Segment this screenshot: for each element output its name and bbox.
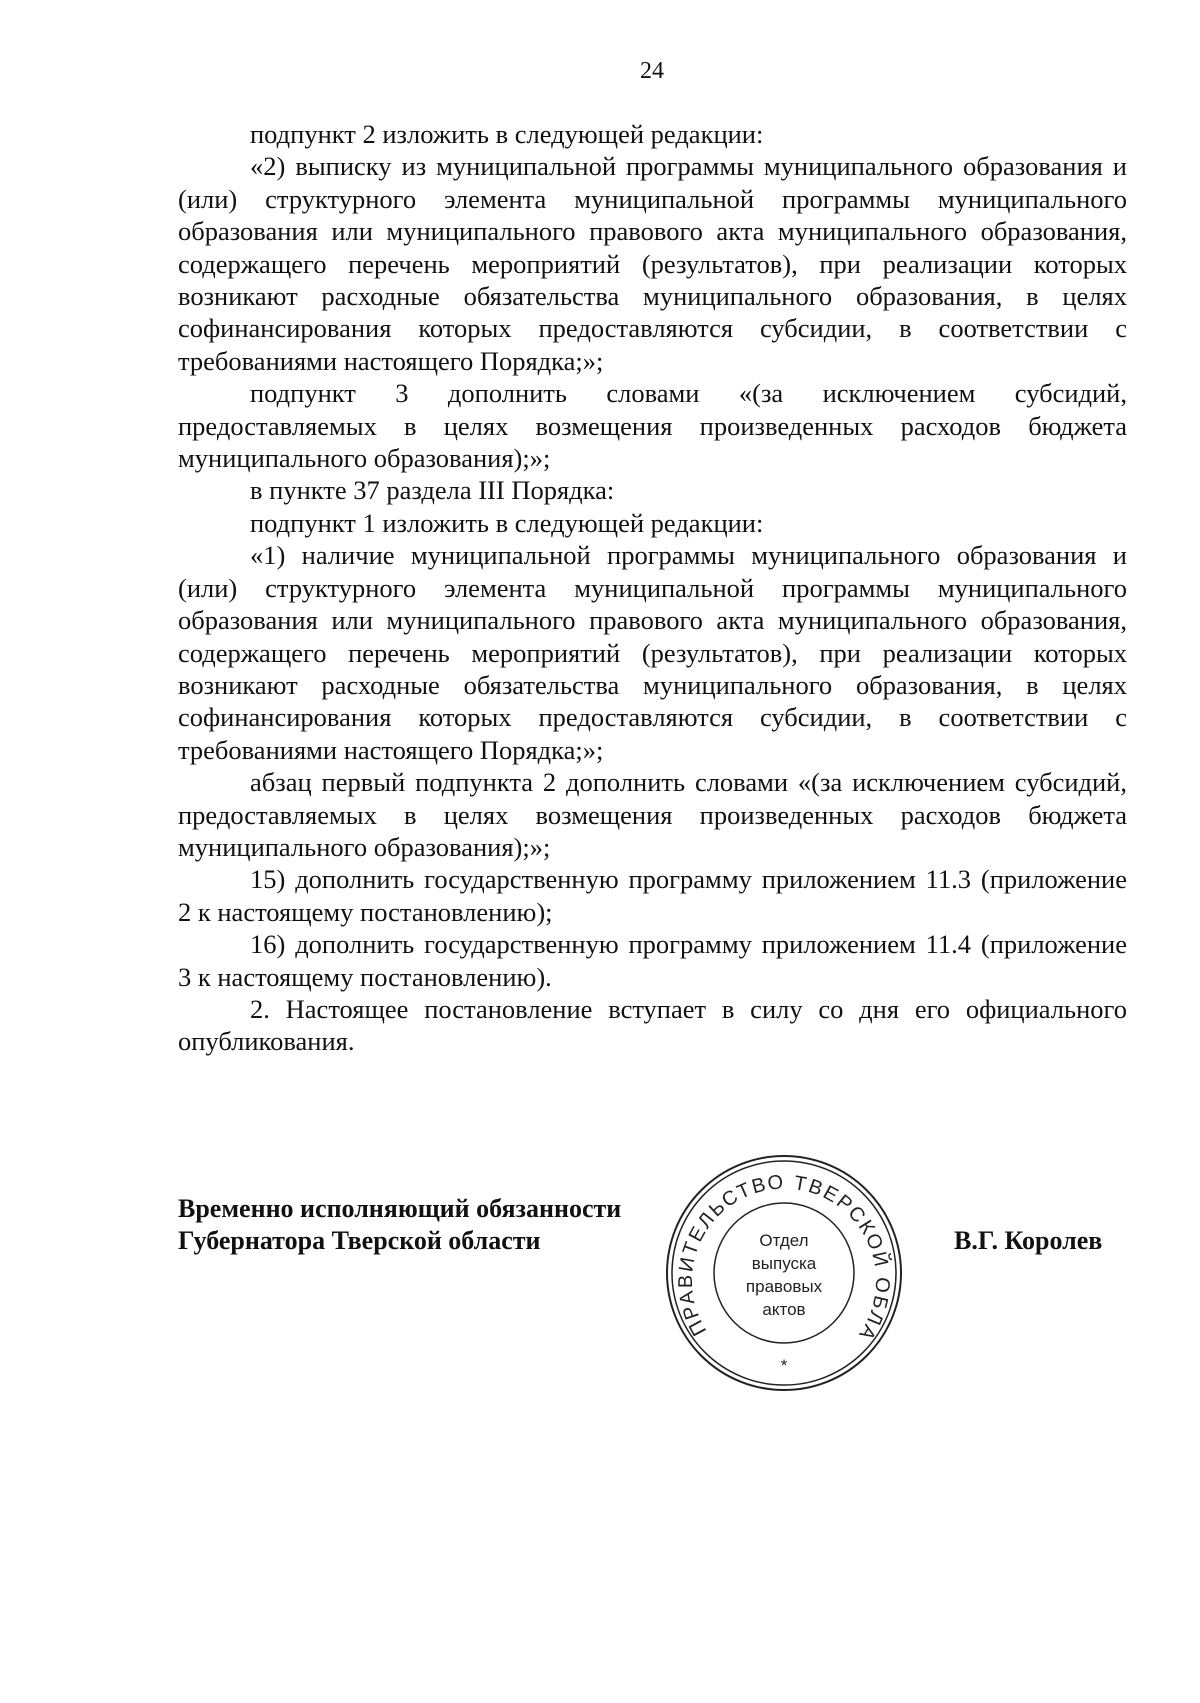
signatory-position-line: Губернатора Тверской области (178, 1226, 541, 1255)
signatory-position (178, 1193, 621, 1257)
signatory-name: В.Г. Королев (954, 1226, 1103, 1255)
seal-inner-line: Отдел (759, 1231, 809, 1250)
paragraph: 15) дополнить государственную программу приложением 11.3 (приложение 2 к настоящему постановлению); (178, 864, 1127, 927)
official-seal (664, 1153, 904, 1393)
paragraph: подпункт 2 изложить в следующей редакции: (250, 119, 764, 149)
seal-ring-text: ПРАВИТЕЛЬСТВО ТВЕРСКОЙ ОБЛА (674, 1171, 894, 1345)
seal-inner-line: актов (762, 1300, 806, 1319)
page-number: 24 (640, 58, 664, 84)
paragraph: подпункт 3 дополнить словами «(за исключением субсидий, предоставляемых в целях возмещения произведенных расходов бюджета муниципального образования);»; (178, 378, 1127, 474)
seal-inner-line: правовых (745, 1277, 823, 1296)
document-body (178, 118, 1127, 1058)
paragraph: «2) выписку из муниципальной программы муниципального образования и (или) структурного элемента муниципальной программы муниципального образования или муниципального правового акта муниципального образования, содержащего перечень мероприятий (результатов), при реализации которых возникают расходные обязательства муниципального образования, в целях софинансирования которых предоставляются субсидии, в соответствии с требованиями настоящего Порядка;»; (178, 151, 1127, 376)
paragraph: абзац первый подпункта 2 дополнить словами «(за исключением субсидий, предоставляемых в целях возмещения произведенных расходов бюджета муниципального образования);»; (178, 767, 1127, 862)
paragraph: подпункт 1 изложить в следующей редакции: (250, 507, 764, 538)
paragraph: 2. Настоящее постановление вступает в силу со дня его официального опубликования. (178, 993, 1127, 1057)
paragraph: в пункте 37 раздела III Порядка: (250, 475, 615, 506)
seal-stamp (664, 1153, 904, 1393)
paragraph: 16) дополнить государственную программу приложением 11.4 (приложение 3 к настоящему постановлению). (178, 929, 1127, 992)
signatory-position-line: Временно исполняющий обязанности (178, 1194, 622, 1223)
paragraph: «1) наличие муниципальной программы муниципального образования и (или) структурного элемента муниципальной программы муниципального образования или муниципального правового акта муниципального образования, содержащего перечень мероприятий (результатов), при реализации которых возникают расходные обязательства муниципального образования, в целях софинансирования которых предоставляются субсидии, в соответствии с требованиями настоящего Порядка;»; (178, 540, 1127, 765)
seal-star: * (780, 1356, 788, 1375)
seal-inner-line: выпуска (751, 1254, 817, 1273)
